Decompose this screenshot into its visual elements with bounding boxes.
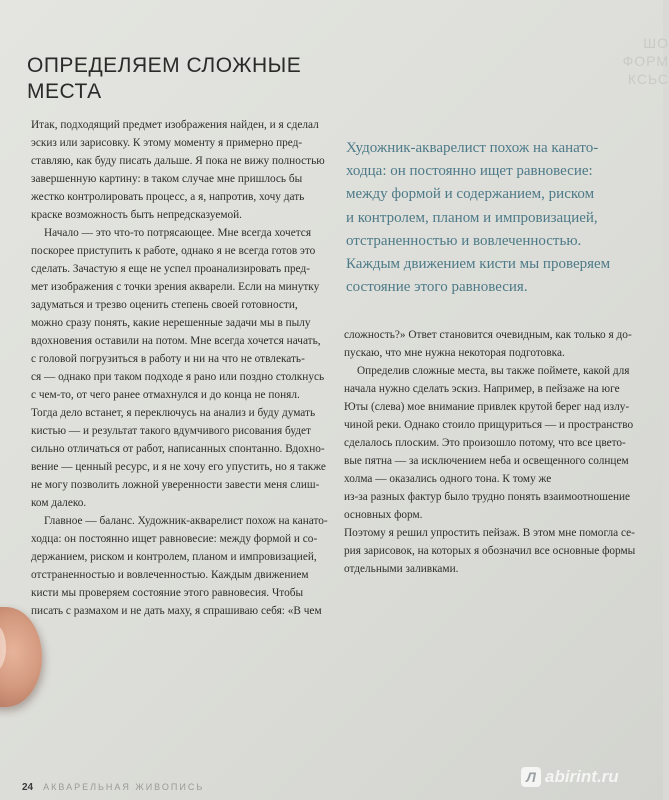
text-line: начала нужно сделать эскиз. Например, в пейзаже на юге [344, 383, 620, 395]
text-line: не могу позволить ложной уверенности завести меня слиш- [31, 479, 320, 491]
text-line: вение — ценный ресурс, и я не хочу его упустить, но я также [31, 461, 326, 473]
text-line: эскиз или зарисовку. К этому моменту я примерно пред- [31, 137, 303, 149]
pull-quote-line: состояние этого равновесия. [346, 279, 528, 296]
text-line: ходца: он постоянно ищет равновесие: между формой и со- [31, 533, 318, 545]
right-text-column [344, 326, 639, 578]
section-title [27, 53, 327, 105]
fingernail [0, 625, 6, 671]
bleed-through-text [599, 32, 669, 86]
fingertip [0, 607, 42, 707]
watermark-text: abirint.ru [545, 767, 619, 786]
pull-quote-line: ходца: он постоянно ищет равновесие: [346, 163, 593, 180]
pull-quote-line: Каждым движением кисти мы проверяем [346, 255, 611, 272]
section-title-line: МЕСТА [27, 80, 102, 103]
text-line: ся — однако при таком подходе я рано или поздно столкнусь [31, 371, 325, 383]
text-line: вые пятна — за исключением неба и освещенного солнцем [344, 455, 629, 467]
text-line: сильно отличаться от работ, написанных спонтанно. Вдохно- [31, 443, 325, 455]
text-line: Главное — баланс. Художник-акварелист похож на канато- [44, 515, 328, 527]
watermark-badge-icon: Л [521, 767, 541, 787]
text-line: краске возможность быть непредсказуемой. [31, 209, 243, 221]
bleed-line: ФОРМ [622, 53, 669, 69]
text-line: вдохновения оставили на потом. Мне всегда хочется начать, [31, 335, 321, 347]
text-line: основных форм. [344, 509, 423, 521]
running-head: АКВАРЕЛЬНАЯ ЖИВОПИСЬ [43, 782, 205, 792]
text-line: мет изображения с точки зрения акварели. Если на минутку [31, 281, 320, 293]
text-line: задуматься и трезво оценить степень своей готовности, [31, 299, 298, 311]
text-line: из-за разных фактур было трудно понять взаимоотношение [344, 491, 631, 503]
text-line: ком далеко. [31, 497, 87, 509]
text-line: Итак, подходящий предмет изображения найден, и я сделал [31, 119, 319, 131]
text-line: писать с размахом и не дать маху, я спрашиваю себя: «В чем [31, 605, 322, 617]
text-line: чиной реки. Однако стоило прищуриться — и пространство [344, 419, 634, 431]
text-line: с чем-то, от чего ранее отмахнулся и до конца не понял. [31, 389, 300, 401]
text-line: рия зарисовок, на которых я обозначил все основные формы [344, 545, 636, 557]
text-line: Юты (слева) мое внимание привлек крутой берег над излу- [344, 401, 630, 413]
text-line: с головой погрузиться в работу и ни на что не отвлекать- [31, 353, 305, 365]
text-line: сложность?» Ответ становится очевидным, как только я до- [344, 329, 632, 341]
left-text-column [31, 116, 329, 620]
page-footer [22, 779, 204, 795]
section-title-line: ОПРЕДЕЛЯЕМ СЛОЖНЫЕ [27, 54, 302, 77]
pull-quote-line: между формой и содержанием, риском [346, 186, 595, 203]
pull-quote-line: отстраненностью и вовлеченностью. [346, 232, 582, 249]
text-line: пускаю, что мне нужна некоторая подготовка. [344, 347, 565, 359]
text-line: кистью — и результат такого вдумчивого рисования будет [31, 425, 311, 437]
text-line: сделалось плоским. Это произошло потому, что все цвето- [344, 437, 626, 449]
page-number: 24 [22, 781, 34, 793]
text-line: можно сразу понять, какие нерешенные задачи мы в пылу [31, 317, 311, 329]
text-line: завершенную картину: в таком случае мне пришлось бы [31, 173, 303, 185]
pull-quote-line: Художник-акварелист похож на канато- [346, 140, 599, 156]
pull-quote [346, 137, 646, 299]
pull-quote-line: и контролем, планом и импровизацией, [346, 209, 598, 226]
text-line: холма — оказались одного тона. К тому же [344, 473, 552, 485]
text-line: ставляю, как буду писать дальше. Я пока не вижу полностью [31, 155, 325, 167]
text-line: Определив сложные места, вы также поймете, какой для [357, 365, 630, 377]
text-line: жестко контролировать процесс, а я, напротив, хочу дать [31, 191, 305, 203]
text-line: Поэтому я решил упростить пейзаж. В этом мне помогла се- [344, 527, 635, 539]
watermark-logo [521, 764, 619, 790]
text-line: кисти мы проверяем состояние этого равновесия. Чтобы [31, 587, 304, 599]
text-line: Тогда дело встанет, я переключусь на анализ и буду думать [31, 407, 316, 419]
bleed-line: КСЬС [627, 71, 669, 87]
text-line: поскорее приступить к работе, однако я не всегда готов это [31, 245, 316, 257]
text-line: отдельными заливками. [344, 563, 459, 575]
text-line: держанием, риском и контролем, планом и импровизацией, [31, 551, 317, 563]
bleed-line: ШО [643, 35, 669, 51]
text-line: сделать. Зачастую я еще не успел проанализировать пред- [31, 263, 311, 275]
text-line: отстраненностью и вовлеченностью. Каждым движением [31, 569, 309, 581]
text-line: Начало — это что-то потрясающее. Мне всегда хочется [44, 227, 312, 239]
